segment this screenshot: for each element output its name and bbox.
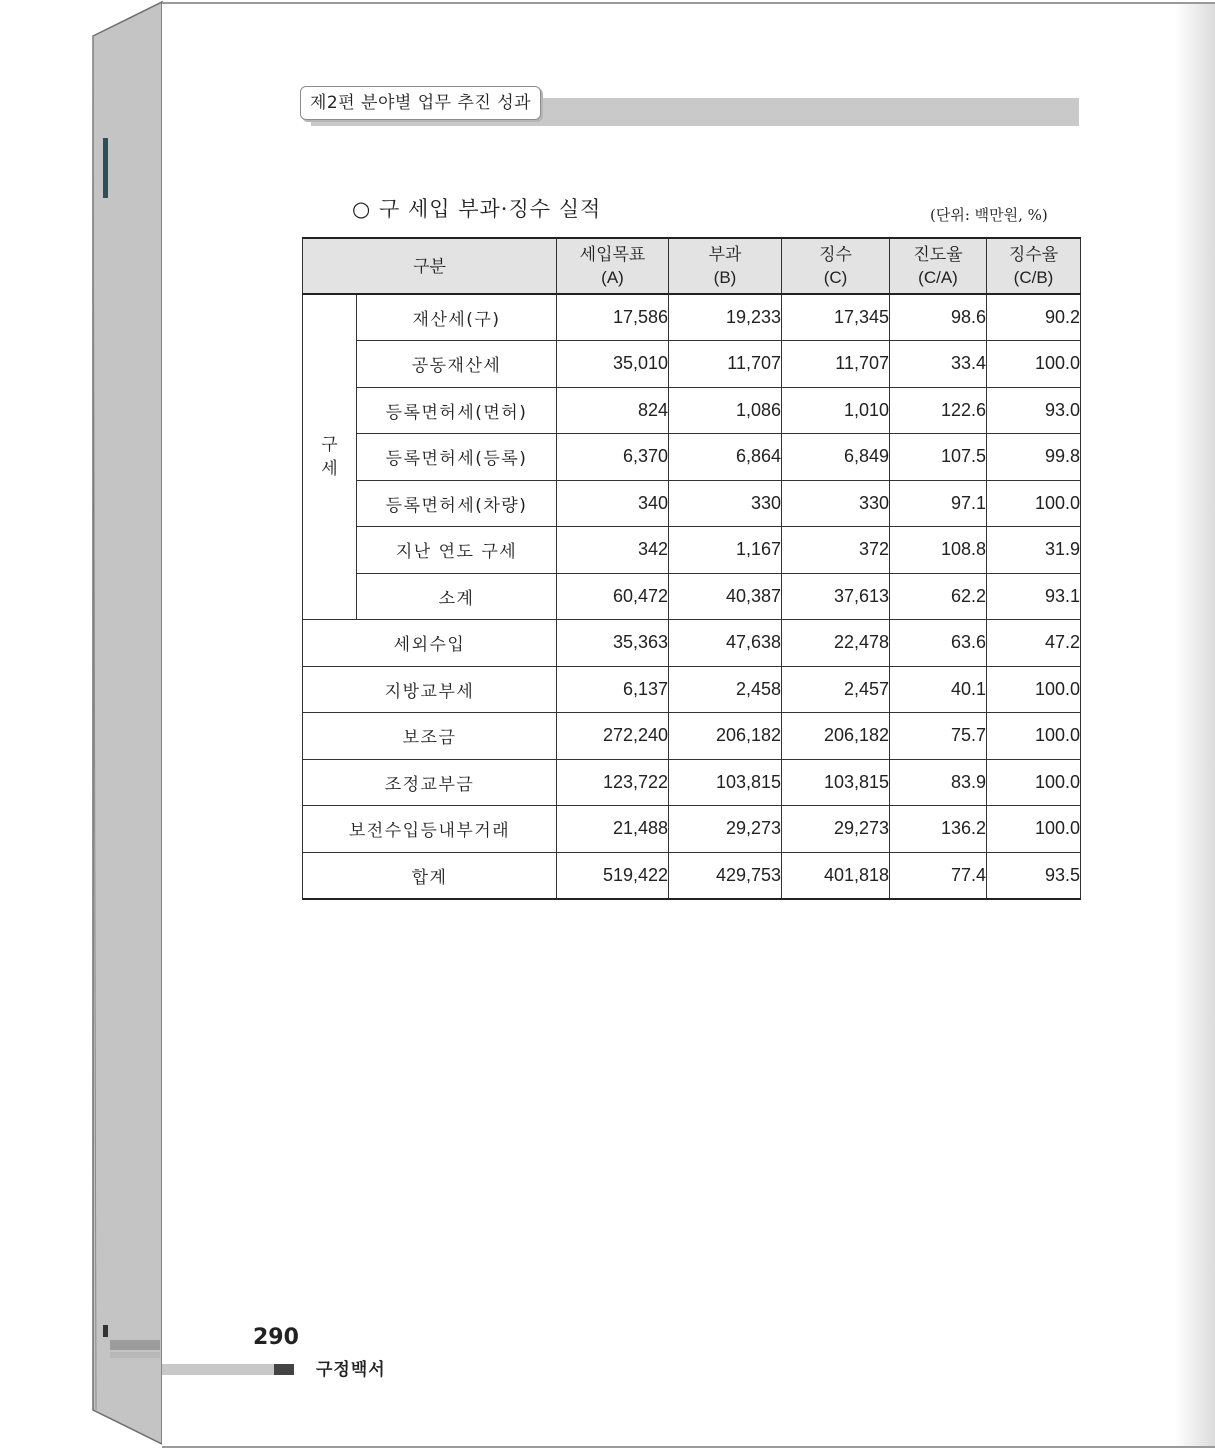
footer-block (274, 1364, 294, 1375)
cell-progress: 33.4 (890, 341, 987, 388)
table-row (303, 666, 1081, 713)
cell-collect: 11,707 (782, 341, 890, 388)
row-label: 소계 (357, 573, 557, 620)
cell-collect-rate: 31.9 (987, 527, 1081, 574)
row-label: 지난 연도 구세 (357, 527, 557, 574)
cell-collect: 6,849 (782, 434, 890, 481)
table-row (303, 806, 1081, 853)
cell-collect-rate: 93.0 (987, 387, 1081, 434)
cell-collect: 2,457 (782, 666, 890, 713)
cell-collect: 1,010 (782, 387, 890, 434)
cell-collect: 330 (782, 480, 890, 527)
cell-levy: 2,458 (669, 666, 782, 713)
cell-collect: 401,818 (782, 852, 890, 899)
row-label: 보전수입등내부거래 (303, 806, 557, 853)
cell-levy: 47,638 (669, 620, 782, 667)
chapter-header-label: 제2편 분야별 업무 추진 성과 (300, 86, 541, 120)
page-edge-shadow (1175, 4, 1215, 1446)
col-header-collect: 징수 (C) (782, 238, 890, 294)
col-header-target: 세입목표 (A) (557, 238, 669, 294)
cell-target: 60,472 (557, 573, 669, 620)
cell-levy: 330 (669, 480, 782, 527)
cell-levy: 1,086 (669, 387, 782, 434)
cell-collect: 37,613 (782, 573, 890, 620)
row-label: 공동재산세 (357, 341, 557, 388)
cell-progress: 122.6 (890, 387, 987, 434)
revenue-performance-table (302, 237, 1081, 900)
table-row-total (303, 852, 1081, 899)
cell-levy: 40,387 (669, 573, 782, 620)
cell-progress: 108.8 (890, 527, 987, 574)
page-number: 290 (253, 1325, 299, 1350)
table-row (303, 527, 1081, 574)
table-row (303, 294, 1081, 341)
cell-levy: 6,864 (669, 434, 782, 481)
cell-target: 35,363 (557, 620, 669, 667)
cell-target: 21,488 (557, 806, 669, 853)
cell-collect-rate: 90.2 (987, 294, 1081, 341)
cell-target: 35,010 (557, 341, 669, 388)
cell-progress: 40.1 (890, 666, 987, 713)
cell-target: 6,370 (557, 434, 669, 481)
cell-collect-rate: 100.0 (987, 666, 1081, 713)
cell-collect-rate: 47.2 (987, 620, 1081, 667)
row-label: 보조금 (303, 713, 557, 760)
cell-collect: 22,478 (782, 620, 890, 667)
table-header-row (303, 238, 1081, 294)
cell-target: 824 (557, 387, 669, 434)
table-row-subtotal (303, 573, 1081, 620)
cell-progress: 83.9 (890, 759, 987, 806)
col-header-levy: 부과 (B) (669, 238, 782, 294)
cell-collect: 103,815 (782, 759, 890, 806)
cell-progress: 98.6 (890, 294, 987, 341)
cell-collect: 29,273 (782, 806, 890, 853)
cell-target: 17,586 (557, 294, 669, 341)
col-header-collect-rate: 징수율 (C/B) (987, 238, 1081, 294)
row-label: 세외수입 (303, 620, 557, 667)
table-row (303, 341, 1081, 388)
cell-progress: 136.2 (890, 806, 987, 853)
row-label: 합계 (303, 852, 557, 899)
cell-levy: 29,273 (669, 806, 782, 853)
cell-levy: 429,753 (669, 852, 782, 899)
unit-note: (단위: 백만원, %) (930, 206, 1048, 224)
cell-collect-rate: 93.1 (987, 573, 1081, 620)
cell-target: 6,137 (557, 666, 669, 713)
cell-collect-rate: 100.0 (987, 806, 1081, 853)
cell-target: 340 (557, 480, 669, 527)
cell-levy: 103,815 (669, 759, 782, 806)
cell-levy: 1,167 (669, 527, 782, 574)
book-spine (0, 0, 170, 1446)
cell-progress: 107.5 (890, 434, 987, 481)
cell-progress: 62.2 (890, 573, 987, 620)
cell-levy: 19,233 (669, 294, 782, 341)
cell-progress: 75.7 (890, 713, 987, 760)
row-label: 지방교부세 (303, 666, 557, 713)
cell-target: 123,722 (557, 759, 669, 806)
cell-progress: 77.4 (890, 852, 987, 899)
cell-progress: 63.6 (890, 620, 987, 667)
row-label: 등록면허세(차량) (357, 480, 557, 527)
cell-target: 519,422 (557, 852, 669, 899)
cell-collect-rate: 100.0 (987, 480, 1081, 527)
cell-levy: 206,182 (669, 713, 782, 760)
table-row (303, 759, 1081, 806)
row-label: 재산세(구) (357, 294, 557, 341)
cell-collect-rate: 100.0 (987, 759, 1081, 806)
group-label-gu-tax: 구 세 (303, 294, 357, 620)
cell-collect-rate: 93.5 (987, 852, 1081, 899)
table-row (303, 713, 1081, 760)
col-header-progress: 진도율 (C/A) (890, 238, 987, 294)
footer-bar (162, 1364, 274, 1375)
row-label: 등록면허세(등록) (357, 434, 557, 481)
table-row (303, 620, 1081, 667)
row-label: 등록면허세(면허) (357, 387, 557, 434)
col-header-category: 구분 (303, 238, 557, 294)
cell-collect: 17,345 (782, 294, 890, 341)
cell-collect: 372 (782, 527, 890, 574)
table-row (303, 387, 1081, 434)
section-title: ○ 구 세입 부과·징수 실적 (352, 197, 602, 221)
row-label: 조정교부금 (303, 759, 557, 806)
cell-levy: 11,707 (669, 341, 782, 388)
cell-collect-rate: 99.8 (987, 434, 1081, 481)
cell-collect: 206,182 (782, 713, 890, 760)
cell-collect-rate: 100.0 (987, 713, 1081, 760)
table-row (303, 434, 1081, 481)
table-row (303, 480, 1081, 527)
cell-progress: 97.1 (890, 480, 987, 527)
cell-target: 272,240 (557, 713, 669, 760)
cell-collect-rate: 100.0 (987, 341, 1081, 388)
book-title: 구정백서 (316, 1360, 386, 1380)
cell-target: 342 (557, 527, 669, 574)
